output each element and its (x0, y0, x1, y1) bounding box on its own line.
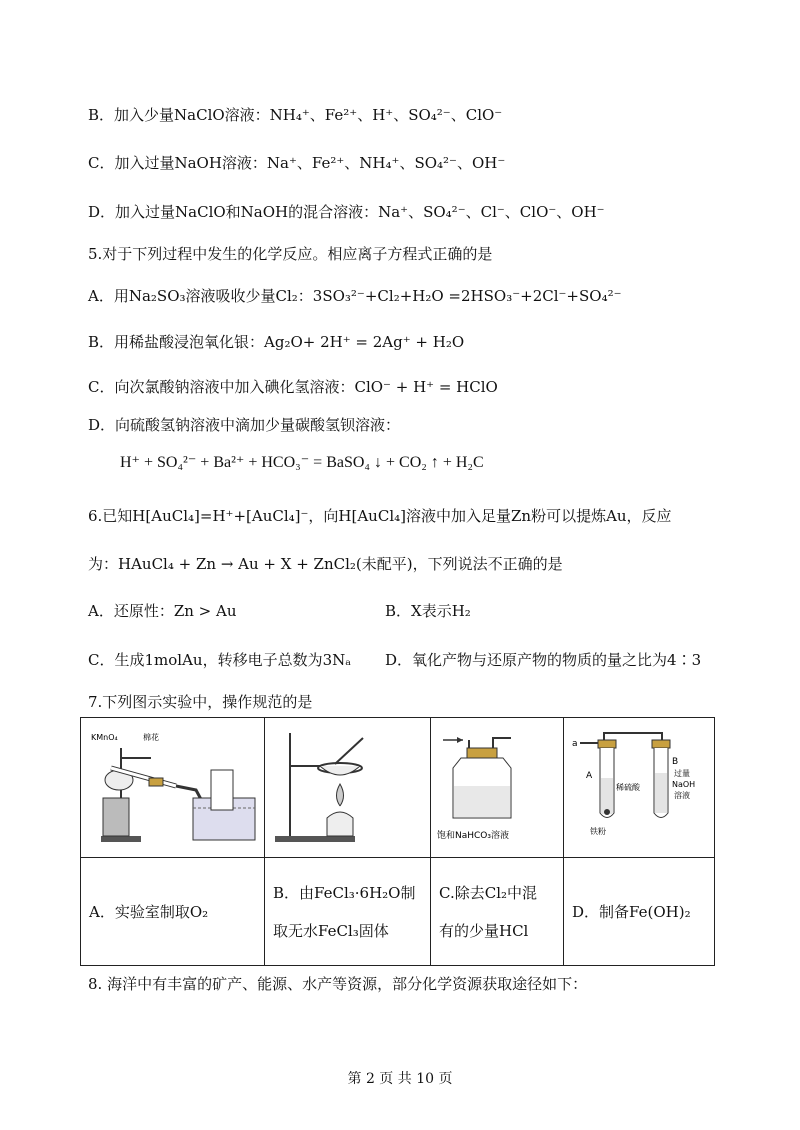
option-d-text: D．制备Fe(OH)₂ (572, 902, 691, 921)
figure-d-label-a: a (572, 739, 578, 749)
figure-d-label-naoh: NaOH (672, 780, 696, 789)
figure-a-label-cotton: 棉花 (143, 733, 159, 742)
q5-option-d: D．向硫酸氢钠溶液中滴加少量碳酸氢钡溶液： (88, 416, 401, 434)
q4-option-d: D．加入过量NaClO和NaOH的混合溶液：Na⁺、SO₄²⁻、Cl⁻、ClO⁻、OH⁻ (88, 203, 605, 221)
q5-option-d-equation: H⁺ + SO₄²⁻ + Ba²⁺ + HCO₃⁻ = BaSO₄ ↓ + CO₂ ↑ + H₂C (120, 454, 484, 471)
option-c-line2: 有的少量HCl (439, 921, 529, 940)
figure-d-label-iron: 铁粉 (590, 827, 606, 836)
option-b-line1: B．由FeCl₃·6H₂O制 (273, 883, 416, 902)
figure-d-cell (564, 718, 715, 858)
q7-stem: 7.下列图示实验中，操作规范的是 (88, 693, 313, 711)
q4-option-b: B．加入少量NaClO溶液：NH₄⁺、Fe²⁺、H⁺、SO₄²⁻、ClO⁻ (88, 106, 503, 124)
q8-stem: 8. 海洋中有丰富的矿产、能源、水产等资源，部分化学资源获取途径如下： (88, 975, 588, 993)
q6-option-d: D．氧化产物与还原产物的物质的量之比为4∶3 (385, 651, 702, 669)
q6-option-c: C．生成1molAu，转移电子总数为3Nₐ (88, 651, 352, 669)
gas-washing-bottle-figure (431, 718, 563, 853)
page-number: 第 2 页 共 10 页 (347, 1071, 453, 1087)
option-a-text: A．实验室制取O₂ (89, 902, 209, 921)
q5-stem: 5.对于下列过程中发生的化学反应。相应离子方程式正确的是 (88, 245, 493, 263)
ferrous-hydroxide-apparatus-figure (564, 718, 714, 853)
figure-b-cell (265, 718, 431, 858)
q5-option-b: B．用稀盐酸浸泡氧化银：Ag₂O+ 2H⁺ = 2Ag⁺ + H₂O (88, 333, 465, 351)
q6-stem-line2: 为：HAuCl₄ + Zn → Au + X + ZnCl₂(未配平)，下列说法不正确的是 (88, 555, 563, 573)
figure-a-label-kmno4: KMnO₄ (91, 733, 118, 742)
q4-option-c: C．加入过量NaOH溶液：Na⁺、Fe²⁺、NH₄⁺、SO₄²⁻、OH⁻ (88, 154, 506, 172)
q6-option-a: A．还原性：Zn > Au (88, 602, 237, 620)
q6-stem-line1: 6.已知H[AuCl₄]=H⁺+[AuCl₄]⁻，向H[AuCl₄]溶液中加入足量Zn粉可以提炼Au，反应 (88, 507, 672, 525)
figure-a-cell (81, 718, 265, 858)
q5-option-a: A．用Na₂SO₃溶液吸收少量Cl₂：3SO₃²⁻+Cl₂+H₂O =2HSO₃⁻+2Cl⁻+SO₄²⁻ (88, 287, 622, 305)
figure-c-cell (431, 718, 564, 858)
figure-d-label-solution: 溶液 (674, 791, 690, 800)
option-b-cell (265, 858, 431, 966)
figure-c-label: 饱和NaHCO₃溶液 (437, 831, 509, 841)
option-d-cell (564, 858, 715, 966)
oxygen-apparatus-figure (81, 718, 264, 853)
q5-option-c: C．向次氯酸钠溶液中加入碘化氢溶液：ClO⁻ + H⁺ = HClO (88, 378, 498, 396)
option-b-line2: 取无水FeCl₃固体 (273, 921, 389, 940)
evaporation-apparatus-figure (265, 718, 430, 853)
option-c-cell (431, 858, 564, 966)
figure-d-label-tube-b: B (672, 757, 679, 767)
q7-options-table (80, 717, 715, 966)
figure-d-label-tube-a: A (586, 771, 593, 781)
figure-d-label-acid: 稀硫酸 (616, 783, 640, 792)
figure-d-label-excess: 过量 (674, 769, 690, 778)
option-a-cell (81, 858, 265, 966)
q6-option-b: B．X表示H₂ (385, 602, 471, 620)
option-c-line1: C.除去Cl₂中混 (439, 883, 537, 902)
